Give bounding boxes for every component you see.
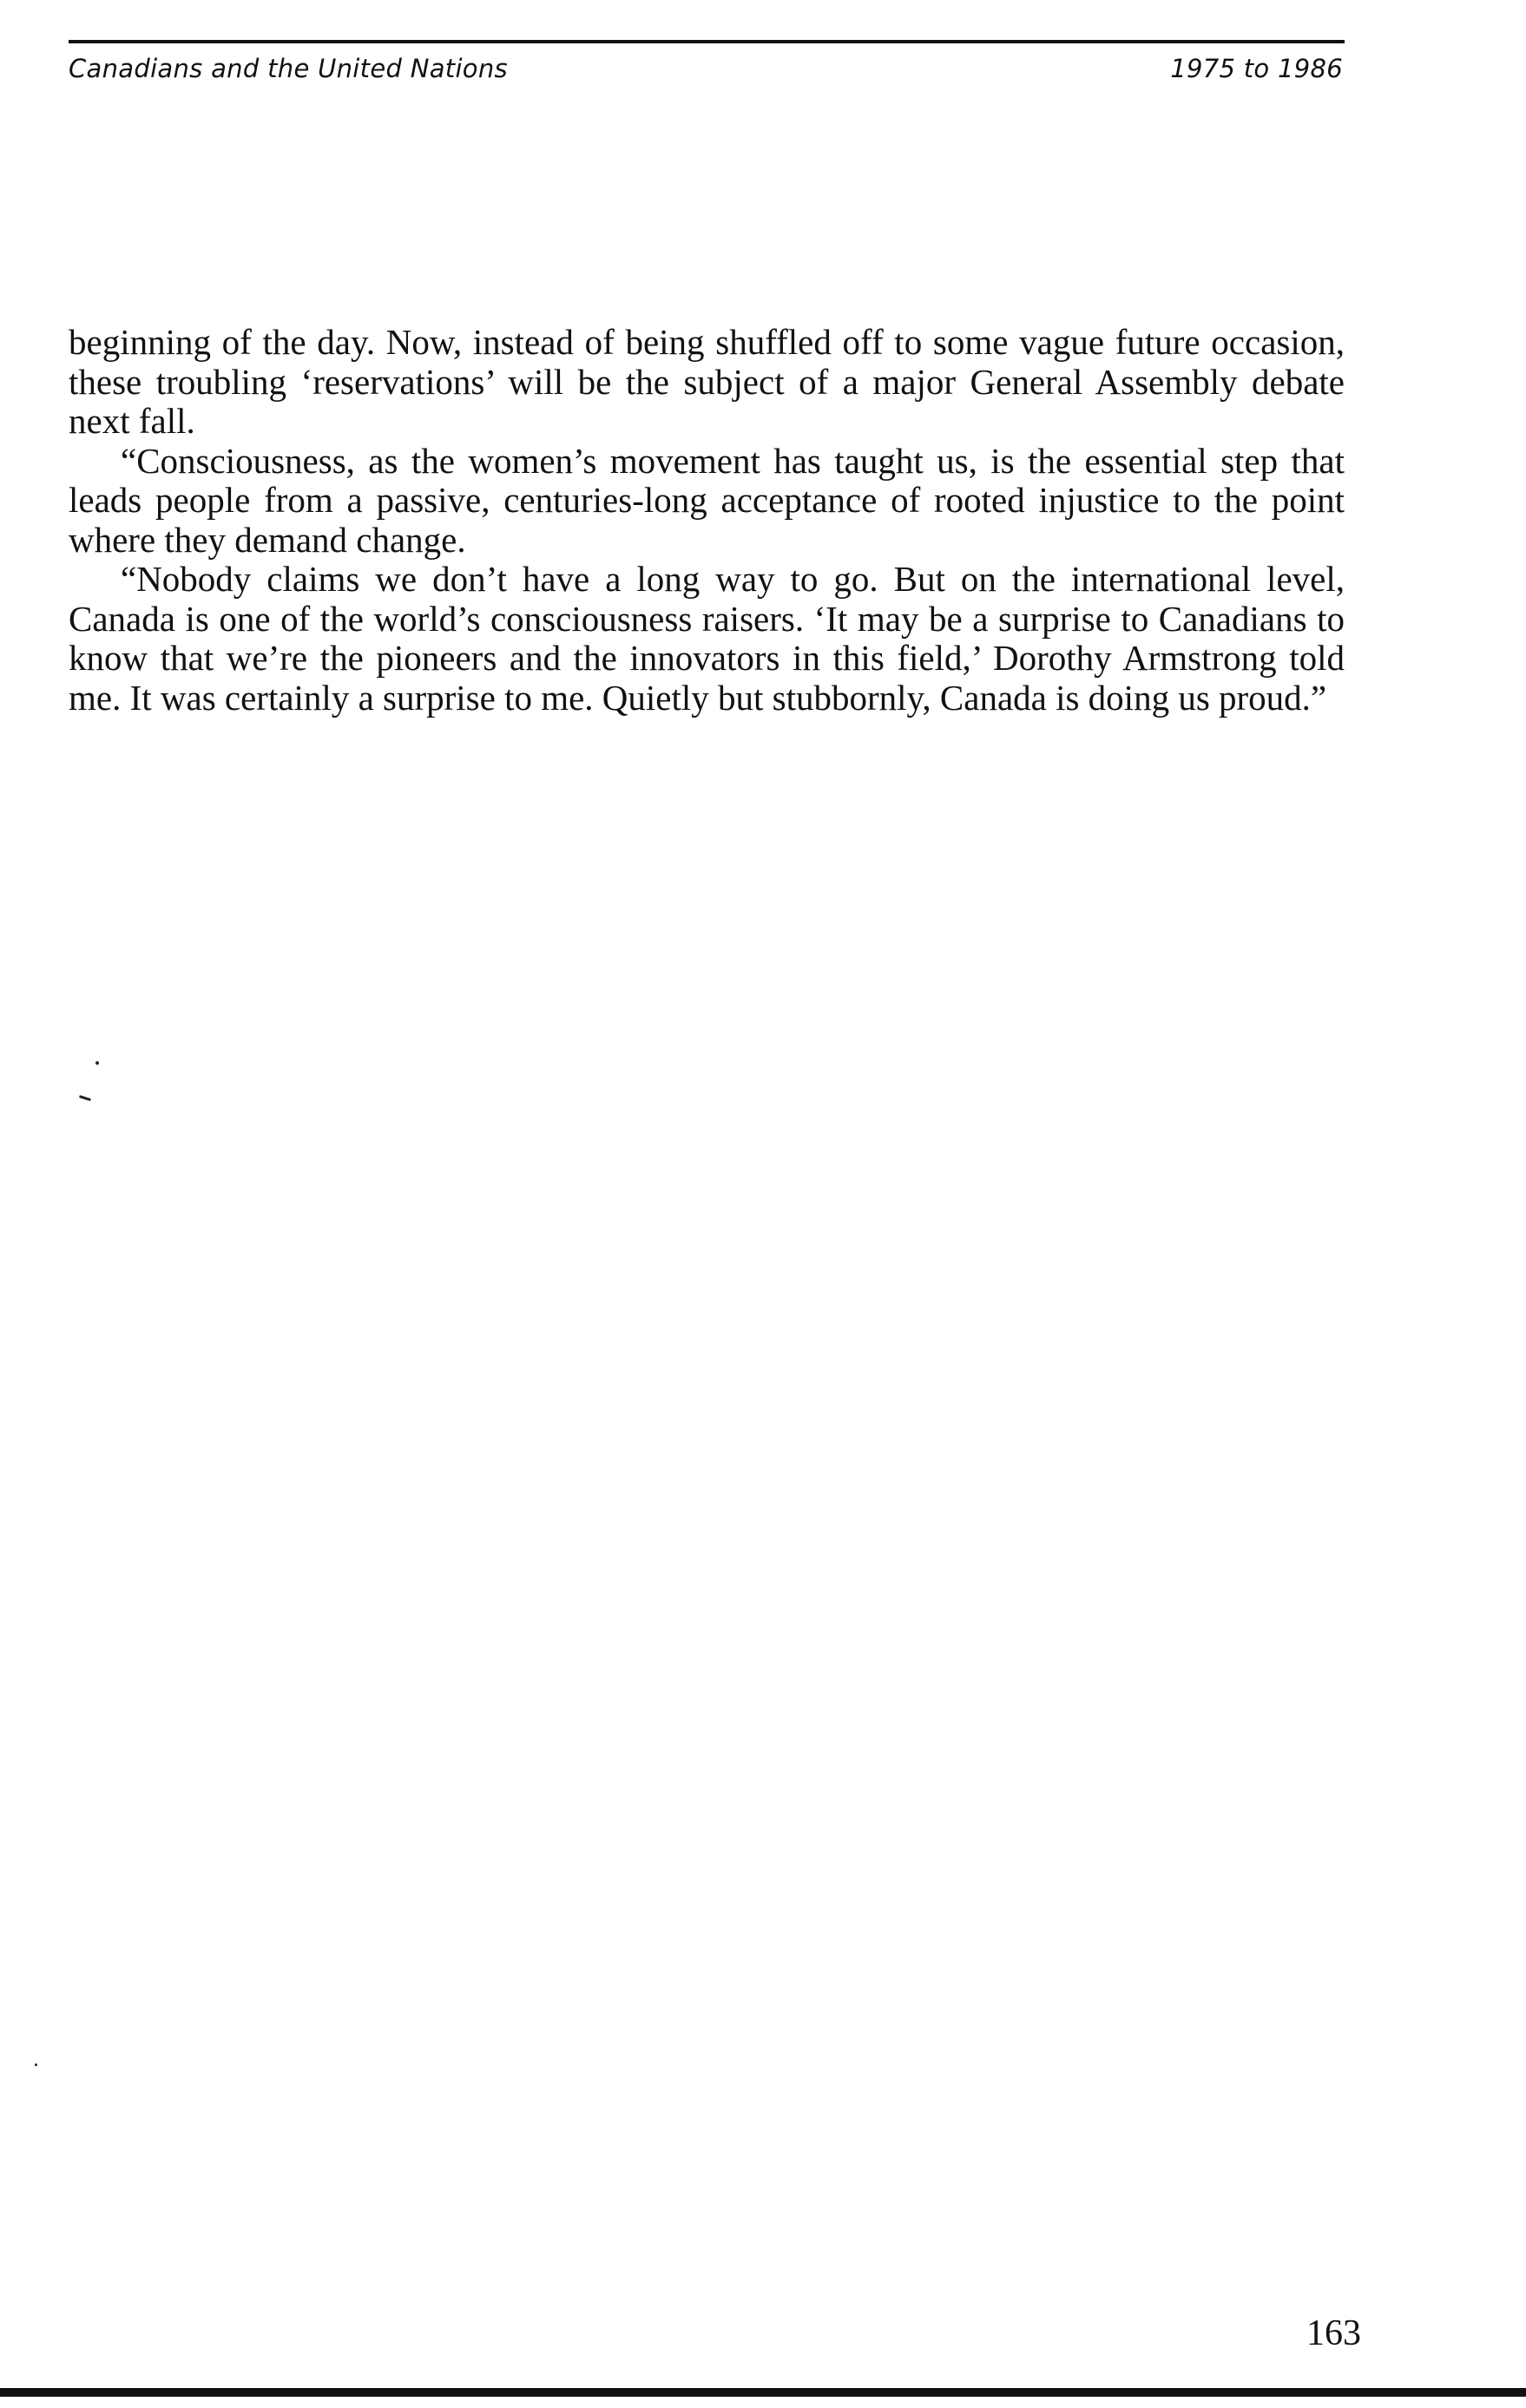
scan-speck: [79, 1095, 91, 1101]
paragraph: “Consciousness, as the women’s movement has taught us, is the essential step that leads people from a passive, centuries-long acceptance of rooted injustice to the point where they demand change.: [69, 440, 1345, 560]
scan-speck: [95, 1061, 99, 1065]
body-text: [69, 323, 1345, 718]
footer-rule: [0, 2388, 1526, 2397]
book-title: Canadians and the United Nations: [69, 54, 508, 83]
period-range: 1975 to 1986: [1170, 54, 1343, 83]
paragraph: beginning of the day. Now, instead of being shuffled off to some vague future occasion, these troubling ‘reservations’ will be the subject of a major General Assembly debate next fall.: [69, 322, 1345, 441]
running-header: [69, 40, 1345, 90]
page-number: 163: [1306, 2313, 1361, 2353]
scan-speck: [35, 2064, 37, 2066]
paragraph: “Nobody claims we don’t have a long way to go. But on the international level, Canada is one of the world’s consciousness raisers. ‘It may be a surprise to Canadians to know that we’re the pioneers and the innovators in this field,’ Dorothy Armstrong told me. It was certainly a surprise to me. Quietly but stubbornly, Canada is doing us proud.”: [69, 559, 1345, 718]
